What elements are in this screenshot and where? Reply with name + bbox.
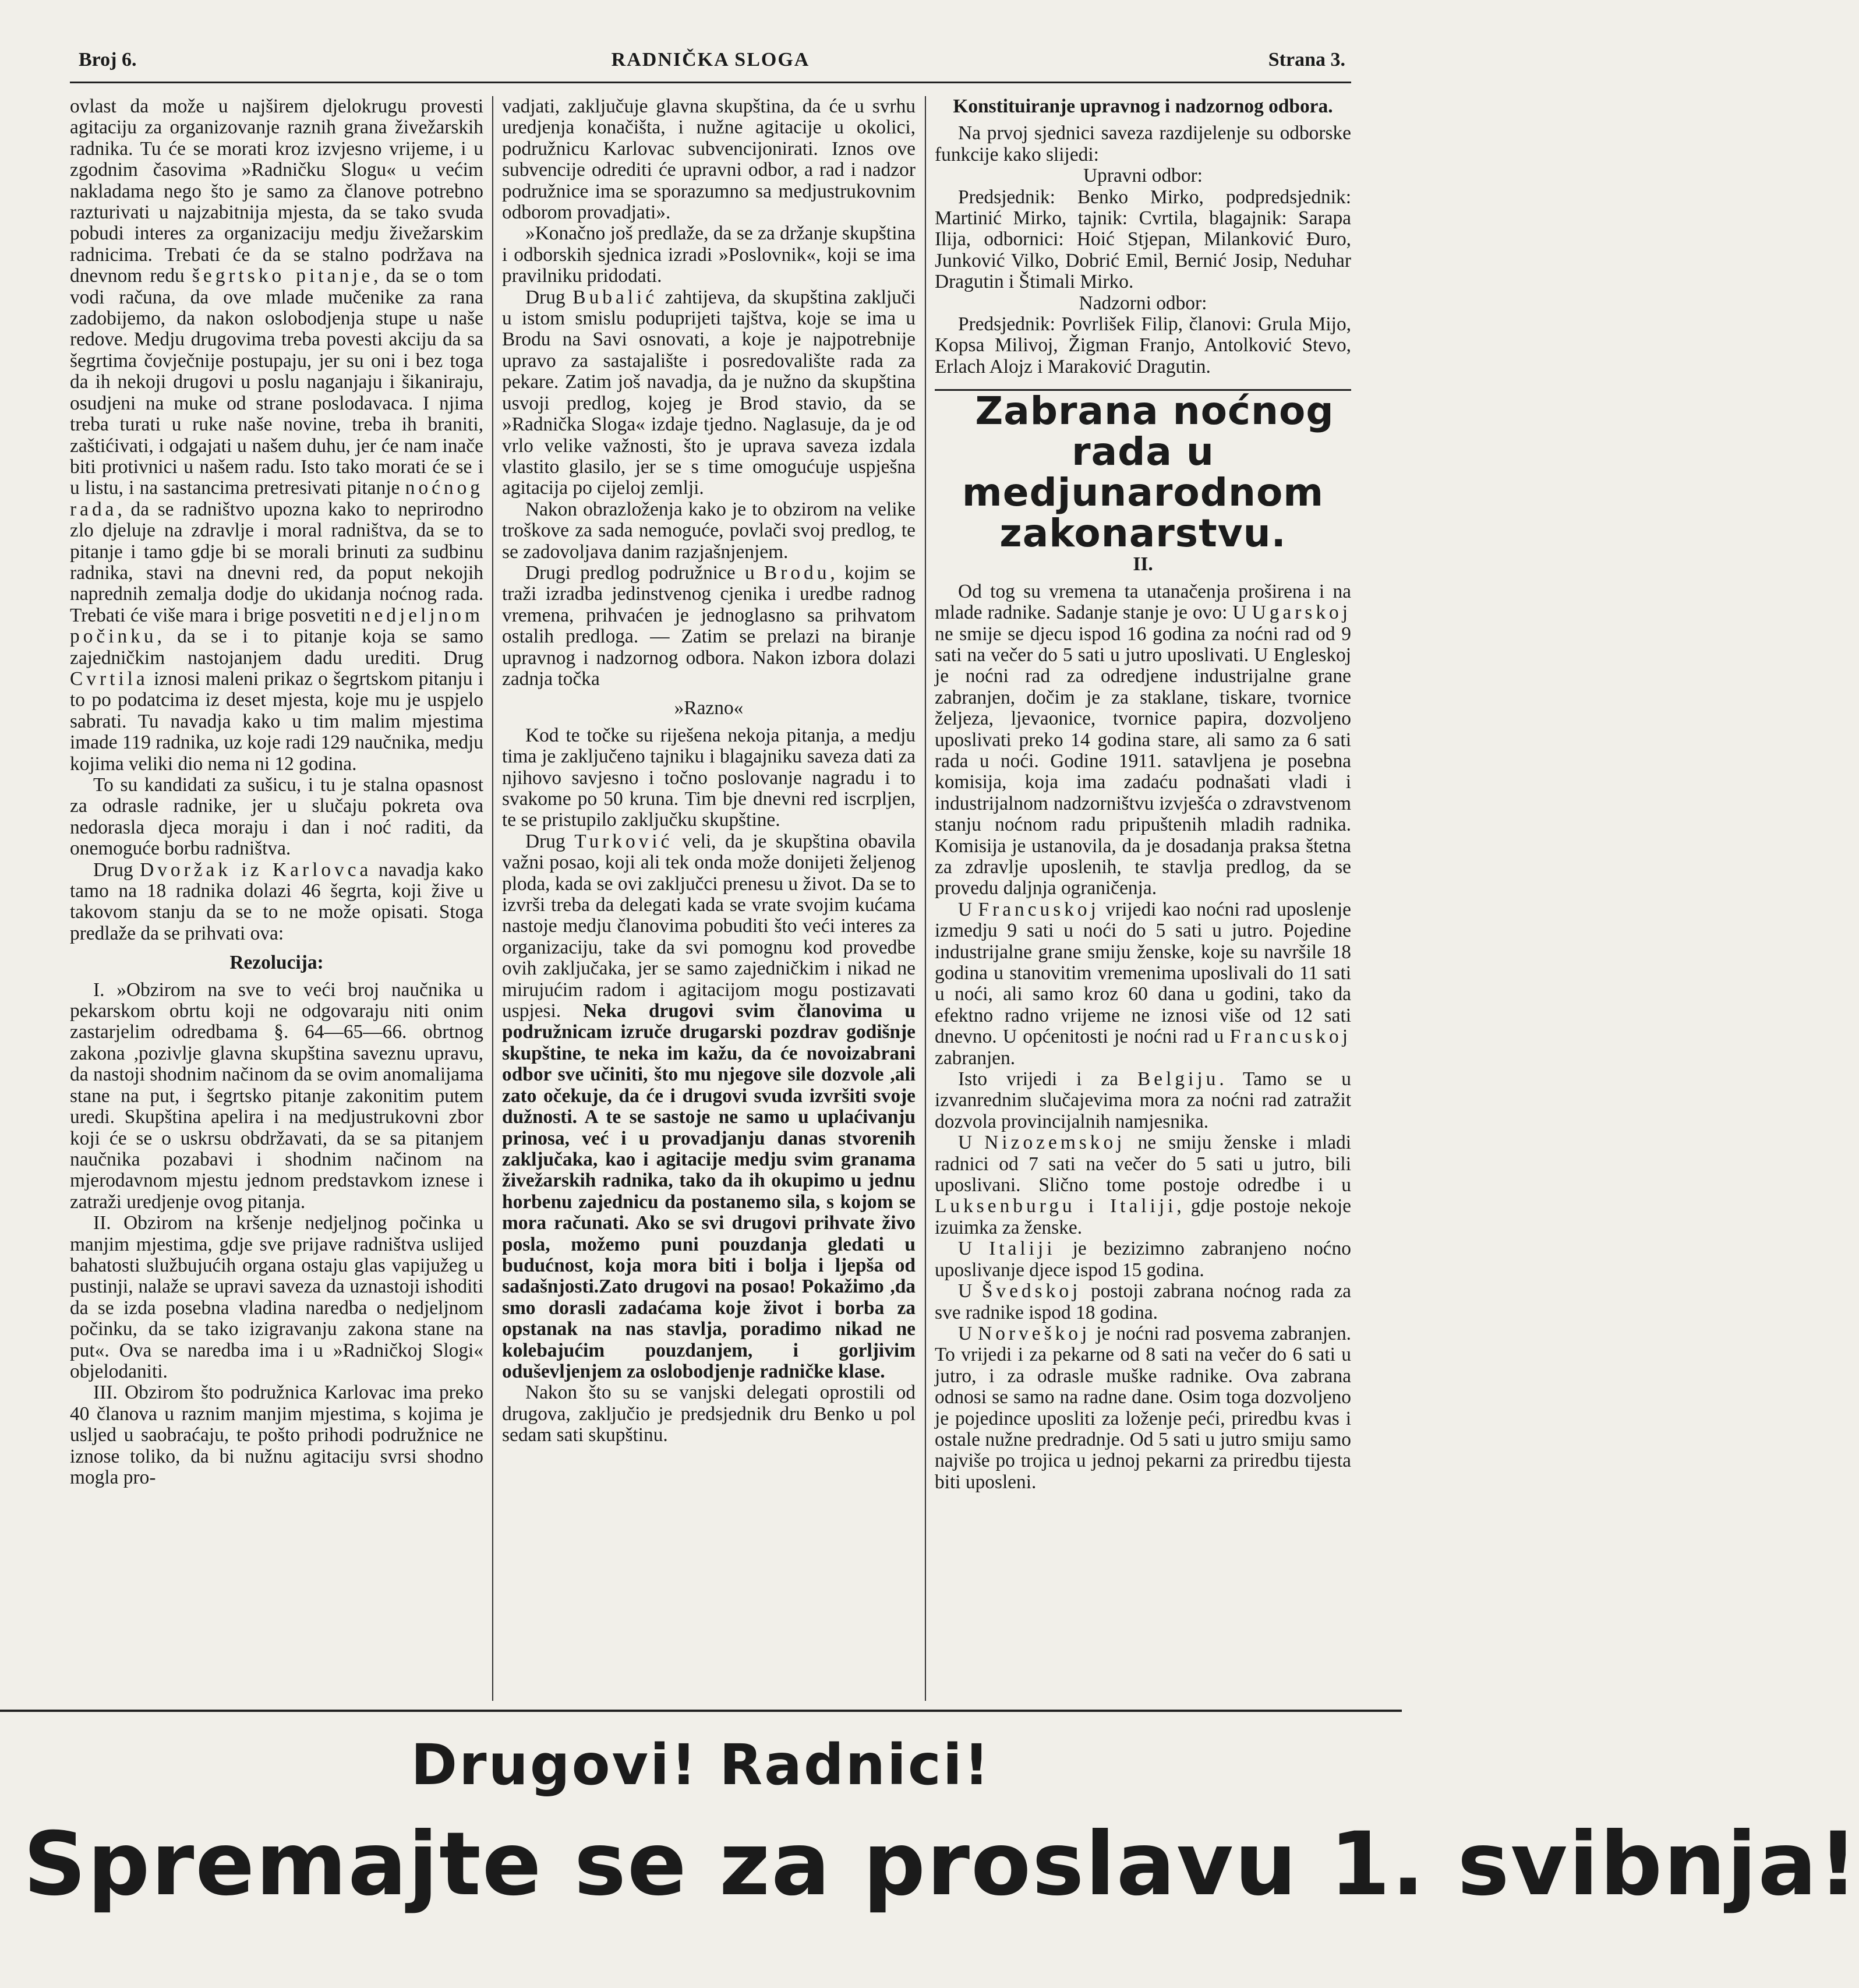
paragraph — [70, 860, 483, 945]
text: navadja kako tamo na 18 radnika dolazi 46 šegrta, koji žive u takovom stanju da se to ne može opisati. Stoga predlaže da se prihvati ova: — [70, 859, 483, 944]
subheading: Nadzorni odbor: — [1079, 292, 1207, 314]
article-title: Zabrana noćnog rada u medjunarodnom zakonarstvu. — [962, 389, 1334, 556]
text: ne smije se djecu ispod 16 godina za noćni rad od 9 sati na večer do 5 sati u jutro uposlivati. U Engleskoj je noćni rad za odredjene industrijalne grane zabranjen, dočim je za staklane, tiskare, tvornice željeza, ljevaonice, tvornice papira, dozvoljeno uposlivati preko 14 godina stare, ali samo za 6 sati rada u noći. Godine 1911. satavljena je posebna komisija, koja ima zadaću podnašati vladi i industrijalnom nadzorništvu izvješća o zdravstvenom stanju noćnom radu pripuštenih mladih radnika. Komisija je ustanovila, da je dosadanja praksa štetna za zdravlje uposlenih, te stavlja predlog, da se provedu daljnja ograničenja. — [935, 623, 1351, 899]
paragraph: Predsjednik: Povrlišek Filip, članovi: Grula Mijo, Kopsa Milivoj, Žigman Franjo, Antolković Stevo, Erlach Alojz i Maraković Dragutin. — [935, 313, 1351, 377]
text: Drug — [525, 830, 566, 852]
column-divider — [925, 96, 926, 1701]
text: iznosi maleni prikaz o šegrtskom pitanju i to po podatcima iz deset mjesta, koje mu je uspjelo sabrati. Tu navadja kako u tim malim mjestima imade 119 radnika, uz koje radi 129 naučnika, medju kojima veliki dio nema ni 12 godina. — [70, 668, 483, 775]
paragraph — [935, 1281, 1351, 1323]
paragraph — [502, 287, 916, 499]
bold-text: Neka drugovi svim članovima u podružnicam izruče drugarski pozdrav godišnje skupštine, te neka im kažu, da će novoizabrani odbor sve učiniti, što mu njegove sile dozvole ,ali zato očekuje, da će i drugovi svuda izvršiti svoje dužnosti. A te se sastoje ne samo u uplaćivanju prinosa, već i u provadjanju danas stvorenih zaključaka, kao i agitacije medju svim granama živežarskih radnika, tako da ih okupimo u jednu horbenu zajednicu da postanemo sila, s kojom se mora računati. Ako se svi drugovi prihvate živo posla, možemo puni pouzdanja gledati u budućnost, koja mora biti i bolja i ljepša od sadašnjosti.Zato drugovi na posao! Pokažimo ,da smo dorasli zadaćama koje život i borba za opstanak na nas stavlja, poradimo nikad ne kolebajućim pouzdanjem, i gorljivim oduševljenjem za oslobodjenje radničke klase. — [502, 1000, 916, 1382]
text: , da se radništvo upozna kako to neprirodno zlo djeluje na zdravlje i moral radništva, da se to pitanje i tamo gdje bi se morali brinuti za sudbinu radnika, stavi na dnevni red, da poput nekojih naprednih zemalja dodje do ukidanja noćnog rada. Trebati će više mara i brige posvetiti — [70, 498, 483, 626]
page-header — [70, 41, 1351, 83]
paragraph — [935, 581, 1351, 899]
emphasis: noćnog rada — [70, 477, 483, 520]
text: zahtijeva, da skupština zaključi u istom smislu poduprijeti tajštva, koje se ima u Brodu na Savi osnovati, a koje je najpotrebnije upravo za sastajalište i posredovalište rada za pekare. Zatim još navadja, da je nužno da skupština usvoji predlog, kojeg je Brod stavio, da se »Radnička Sloga« izdaje tjedno. Naglasuje, da je od vrlo velike važnosti, što je uprava saveza izdala vlastito glasilo, jer se s time omogućuje uspješna agitacija po cijeloj zemlji. — [502, 286, 916, 499]
newspaper-title: RADNIČKA SLOGA — [611, 49, 810, 70]
text: je bezizimno zabranjeno noćno uposlivanje djece ispod 15 godina. — [935, 1238, 1351, 1281]
text: Isto vrijedi i za — [958, 1068, 1119, 1090]
page-number: Strana 3. — [1268, 49, 1345, 70]
text: U — [958, 898, 973, 920]
text: , kojim se traži izradba jedinstvenog cjenika i uredbe radnog vremena, prihvaćen je jednoglasno sa prihvatom ostalih predloga. — Zatim se prelazi na biranje upravnog i nadzornog odbora. Nakon izbora dolazi zadnja točka — [502, 562, 916, 690]
paragraph — [935, 1132, 1351, 1238]
paragraph — [502, 563, 916, 690]
text: vrijedi kao noćni rad uposlenje izmedju 9 sati u noći do 5 sati u jutro. Pojedine industrijalne grane smiju ženske, koje su navršile 18 godina u stanovitim vremenima uposlivali do 11 sati u noći, ali samo kroz 60 dana u godini, tako da efektno radno vrijeme ne iznosi više od 12 sati dnevno. U općenitosti je noćni rad u — [935, 898, 1351, 1048]
emphasis: Turković — [574, 830, 673, 852]
text: zabranjen. — [935, 1047, 1016, 1069]
text: , gdje postoje nekoje izuimka za ženske. — [935, 1195, 1351, 1238]
paragraph — [70, 96, 483, 775]
emphasis: Ugarskoj — [1252, 602, 1351, 624]
bottom-banner — [0, 1710, 1859, 1988]
emphasis: Belgiju — [1137, 1068, 1220, 1090]
text: postoji zabrana noćnog rada za sve radnike ispod 18 godina. — [935, 1280, 1351, 1323]
section-heading: »Razno« — [674, 697, 744, 719]
emphasis: Cvrtila — [70, 668, 149, 690]
text: U — [958, 1280, 973, 1302]
issue-number: Broj 6. — [79, 49, 137, 70]
paragraph: Kod te točke su riješena nekoja pitanja, a medju tima je zaključeno tajniku i blagajniku saveza dati za njihovo savjesno i točno poslovanje nagradu i to svakome po 50 kruna. Tim bje dnevni red iscrpljen, te se pristupilo zaključku skupštine. — [502, 724, 916, 831]
text: ne smiju ženske i mladi radnici od 7 sati na večer do 5 sati u jutro, bili uposlivani. Slično tome postoje odredbe i u — [935, 1132, 1351, 1196]
banner-line-1: Drugovi! Radnici! — [411, 1732, 991, 1798]
text: U — [958, 1238, 973, 1260]
resolution-item: II. Obzirom na kršenje nedjeljnog počinka u manjim mjestima, gdje sve prijave radništva uslijed bahatosti službujućih organa ostaju glas vapijužeg u pustinji, nalaže se upravi saveza da uznastoji ishoditi da se izda posebna vladina naredba o nedjeljnom počinku, da se tako izigravanju zakona stane na put«. Ova se naredba ima i u »Radničkoj Slogi« objelodaniti. — [70, 1212, 483, 1382]
paragraph — [935, 899, 1351, 1069]
text: je noćni rad posvema zabranjen. To vrijedi i za pekarne od 8 sati na večer do 6 sati u jutro, i za odrasle muške radnike. Ova zabrana odnosi se samo na radne dane. Osim toga dozvoljeno je pojedince uposliti za loženje peći, priredbu kvas i ostale nužne predradnje. Od 5 sati u jutro smiju samo najviše po trojica u jednoj pekarni za priredbu tijesta biti uposleni. — [935, 1322, 1351, 1493]
emphasis: Francuskoj — [978, 898, 1100, 920]
text: Od tog su vremena ta utanačenja proširena i na mlade radnike. Sadanje stanje je ovo: U — [935, 580, 1351, 624]
paragraph — [502, 831, 916, 1383]
emphasis: Bubalić — [572, 286, 658, 308]
emphasis: Dvoržak iz Karlovca — [140, 859, 372, 881]
emphasis: Norveškoj — [978, 1322, 1091, 1344]
text: Drug — [93, 859, 133, 881]
emphasis: Francuskoj — [1229, 1026, 1351, 1048]
part-number: II. — [1133, 553, 1153, 575]
emphasis: nedjeljnom počinku — [70, 604, 483, 648]
paragraph: To su kandidati za sušicu, i tu je stalna opasnost za odrasle radnike, jer u slučaju pokreta ova nedorasla djeca moraju i dan i noć raditi, da onemoguće borbu radništva. — [70, 774, 483, 860]
subheading: Upravni odbor: — [1083, 165, 1203, 187]
resolution-item: III. Obzirom što podružnica Karlovac ima preko 40 članova u raznim manjim mjestima, s kojima je usljed u saobraćaju, te pošto prihodi podružnice ne iznose toliko, da bi nužnu agitaciju svrsi shodno mogla pro- — [70, 1382, 483, 1488]
column-2 — [502, 96, 916, 1701]
paragraph: »Konačno još predlaže, da se za držanje skupština i odborskih sjednica izradi »Poslovnik«, koji se ima pravilniku pridodati. — [502, 223, 916, 287]
column-3 — [935, 96, 1351, 1701]
column-divider — [492, 96, 493, 1701]
text: ovlast da može u najširem djelokrugu provesti agitaciju za organizovanje raznih grana živežarskih radnika. Tu će se morati kroz izvjesno vrijeme, i u zgodnim časovima »Radničku Slogu« u većim nakladama nego što je samo za članove potrebno razturivati u najzabitnija mjesta, da se tako svuda pobudi interes za organizaciju medju živežarskim radnicima. Trebati će da se stalno podržava na dnevnom redu — [70, 96, 483, 287]
column-1 — [70, 96, 483, 1701]
text: . Tamo se u izvanrednim slučajevima mora za noćni rad zatražit dozvola provincijalnih namjesnika. — [935, 1068, 1351, 1132]
text: U — [958, 1322, 973, 1344]
banner-line-2: Spremajte se za proslavu 1. svibnja! — [23, 1814, 1859, 1915]
text: Drugi predlog podružnice u — [525, 562, 755, 584]
resolution-heading: Rezolucija: — [229, 952, 324, 974]
paragraph: Nakon što su se vanjski delegati oprostili od drugova, zaključio je predsjednik dru Benko u pol sedam sati skupštinu. — [502, 1382, 916, 1446]
paragraph: vadjati, zaključuje glavna skupština, da će u svrhu uredjenja konačišta, i nužne agitacije u okolici, podružnicu Karlovac subvencijonirati. Iznos ove subvencije odrediti će upravni odbor, a rad i nadzor podružnice ima se sporazumno sa medjustrukovnim odborom provadjati». — [502, 96, 916, 224]
paragraph — [935, 1069, 1351, 1132]
emphasis: šegrtsko pitanje — [192, 265, 374, 287]
text: U — [958, 1132, 973, 1154]
text: veli, da je skupština obavila važni posao, koji ali tek onda može donijeti željenog ploda, kada se ovi zaključci prenesu u život. Da se to izvrši treba da delegati kada se vrate svojim kućama nastoje medju članovima pobuditi što veći interes za organizaciju, take da svi pomognu kod provedbe ovih zaključaka, jer se samo zajedničkim i nikad ne mirujućim radom i agitacijom mogu postizavati uspjesi. — [502, 830, 916, 1022]
text: , da se o tom vodi računa, da ove mlade mučenike za rana zadobijemo, da nakon oslobodjenja stupe u naše redove. Medju drugovima treba povesti akciju da sa šegrtima čovječnije postupaju, jer su oni i bez toga da ih nekoji drugovi u poslu naganjaju i šikaniraju, osudjeni na muke od strane poslodavaca. I njima treba turati u ruke naše novine, treba ih braniti, zaštićivati, i odgajati u našem duhu, jer će nam inače biti protivnici u našem radu. Isto tako morati će se i u listu, i na sastancima pretresivati pitanje — [70, 265, 483, 499]
paragraph: Nakon obrazloženja kako je to obzirom na velike troškove za sada nemoguće, povlači svoj predlog, te se zadovoljava danim razjašnjenjem. — [502, 498, 916, 563]
emphasis: Brodu — [764, 562, 830, 584]
emphasis: Luksenburgu i Italiji — [935, 1195, 1177, 1217]
section-heading: Konstituiranje upravnog i nadzornog odbora. — [953, 96, 1333, 117]
text: , da se i to pitanje koja se samo zajedničkim nastojanjem dadu urediti. Drug — [70, 626, 483, 669]
paragraph — [935, 1238, 1351, 1281]
emphasis: Nizozemskoj — [984, 1132, 1126, 1154]
paragraph — [935, 1323, 1351, 1493]
emphasis: Italiji — [989, 1238, 1056, 1260]
emphasis: Švedskoj — [981, 1280, 1082, 1302]
resolution-item: I. »Obzirom na sve to veći broj naučnika u pekarskom obrtu koji ne odgovaraju niti onim zastarjelim odredbama §. 64—65—66. obrtnog zakona ,pozivlje glavna skupština saveznu upravu, da nastoji shodnim načinom da se ovim anomalijama stane na put, i šegrtsko pitanje zakonitim putem uredi. Skupština apelira i na medjustrukovni zbor koji će se o uskrsu obdržavati, da se sa pitanjem naučnika pozabavi i shodnim načinom na mjerodavnom mjestu jednom predstavkom iznese i zatraži uredjenje ovog pitanja. — [70, 979, 483, 1213]
paragraph: Na prvoj sjednici saveza razdijelenje su odborske funkcije kako slijedi: — [935, 122, 1351, 165]
paragraph: Predsjednik: Benko Mirko, podpredsjednik: Martinić Mirko, tajnik: Cvrtila, blagajnik: Sarapa Ilija, odbornici: Hoić Stjepan, Milanković Đuro, Junković Vilko, Dobrić Emil, Bernić Josip, Neduhar Dragutin i Štimali Mirko. — [935, 186, 1351, 293]
text: Drug — [525, 286, 566, 308]
